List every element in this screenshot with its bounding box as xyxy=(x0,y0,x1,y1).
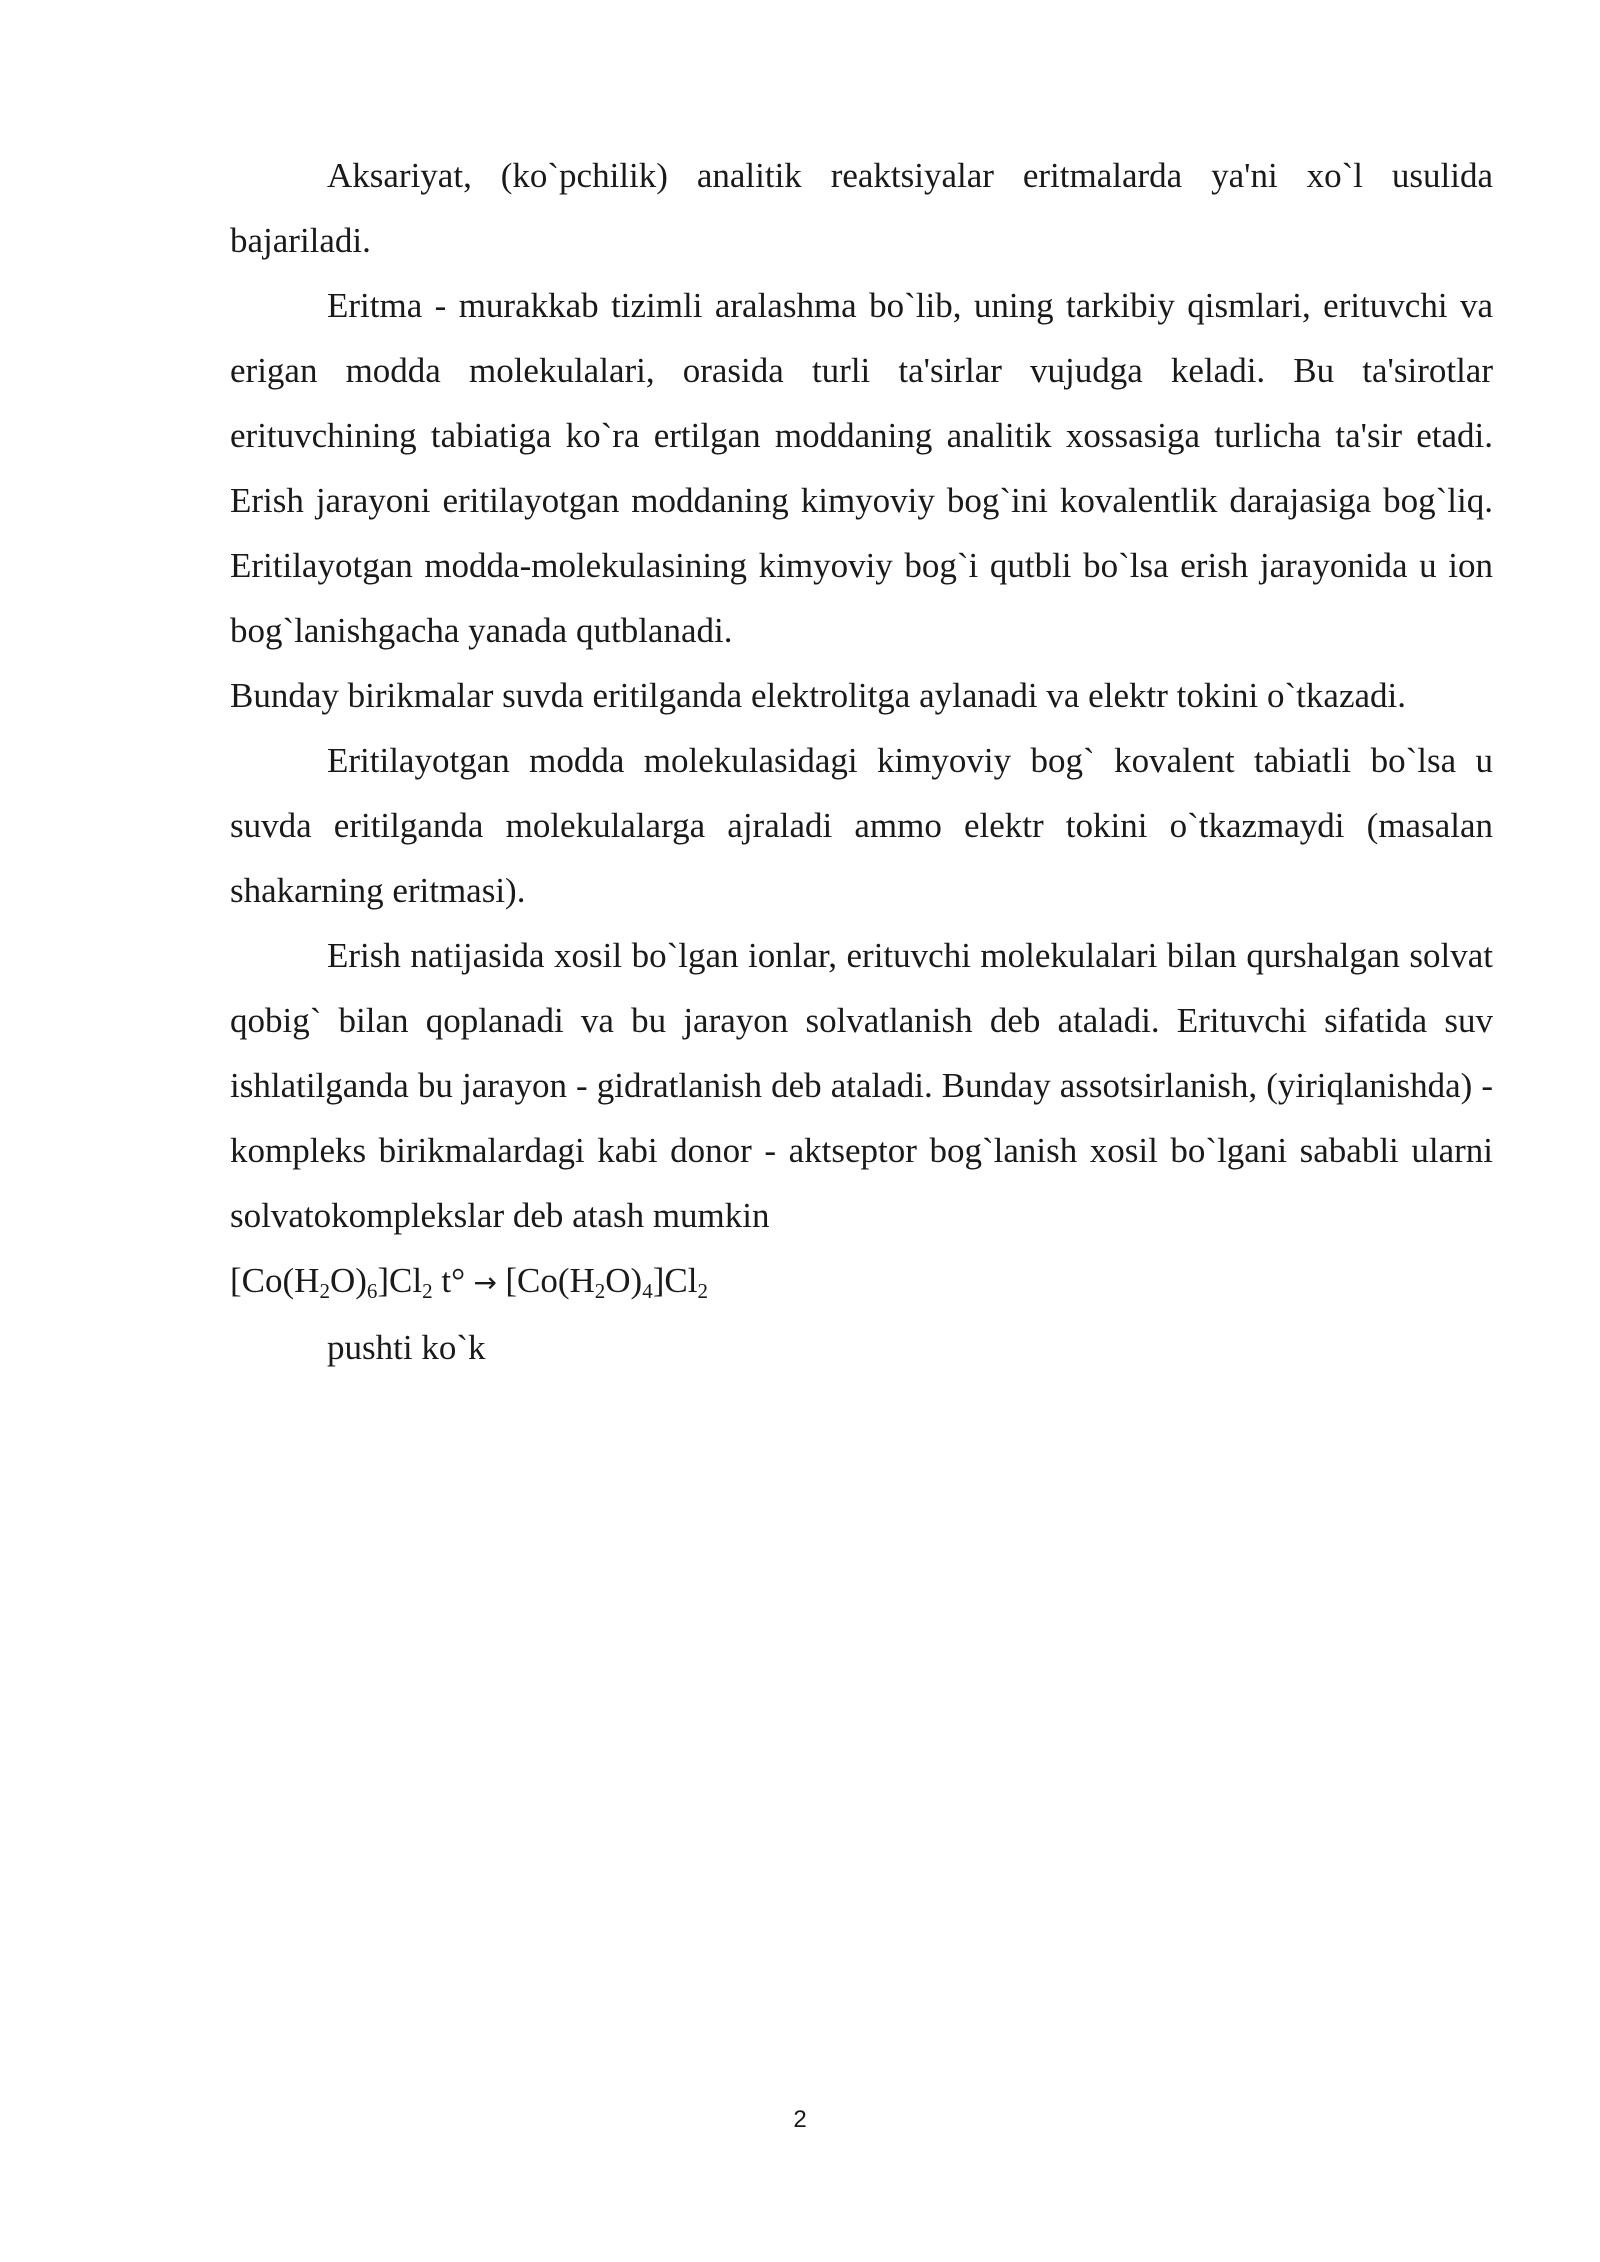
paragraph-4: Eritilayotgan modda molekulasidagi kimyoviy bog` kovalent tabiatli bo`lsa u suvda eritilganda molekulalarga ajraladi ammo elektr tokini o`tkazmaydi (masalan shakarning eritmasi). xyxy=(230,741,1493,910)
page-number: 2 xyxy=(793,2106,807,2133)
chemical-equation xyxy=(230,1248,1493,1315)
product-formula: $[Co(H_2O)_4]Cl_2$ xyxy=(505,1261,708,1303)
paragraph-3: Bunday birikmalar suvda eritilganda elektrolitga aylanadi va elektr tokini o`tkazadi. xyxy=(230,676,1406,715)
reaction-arrow-icon: → xyxy=(473,1266,497,1299)
color-caption: pushti ko`k xyxy=(327,1328,486,1367)
reactant-formula: $[Co(H_2O)_6]Cl_2$ xyxy=(230,1261,433,1303)
document-body xyxy=(230,143,1493,1380)
paragraph-2: Eritma - murakkab tizimli aralashma bo`lib, uning tarkibiy qismlari, erituvchi va erigan modda molekulalari, orasida turli ta'sirlar vujudga keladi. Bu ta'sirotlar erituvchining tabiatiga ko`ra ertilgan moddaning analitik xossasiga turlicha ta'sir etadi. Erish jarayoni eritilayotgan moddaning kimyoviy bog`ini kovalentlik darajasiga bog`liq. Eritilayotgan modda-molekulasining kimyoviy bog`i qutbli bo`lsa erish jarayonida u ion bog`lanishgacha yanada qutblanadi. xyxy=(230,286,1493,650)
paragraph-1: Aksariyat, (ko`pchilik) analitik reaktsiyalar eritmalarda ya'ni xo`l usulida bajariladi. xyxy=(230,156,1493,260)
reaction-condition: t° xyxy=(441,1261,466,1300)
paragraph-5: Erish natijasida xosil bo`lgan ionlar, erituvchi molekulalari bilan qurshalgan solvat qobig` bilan qoplanadi va bu jarayon solvatlanish deb ataladi. Erituvchi sifatida suv ishlatilganda bu jarayon - gidratlanish deb ataladi. Bunday assotsirlanish, (yiriqlanishda) - kompleks birikmalardagi kabi donor - aktseptor bog`lanish xosil bo`lgani sababli ularni solvatokomplekslar deb atash mumkin xyxy=(230,936,1493,1235)
